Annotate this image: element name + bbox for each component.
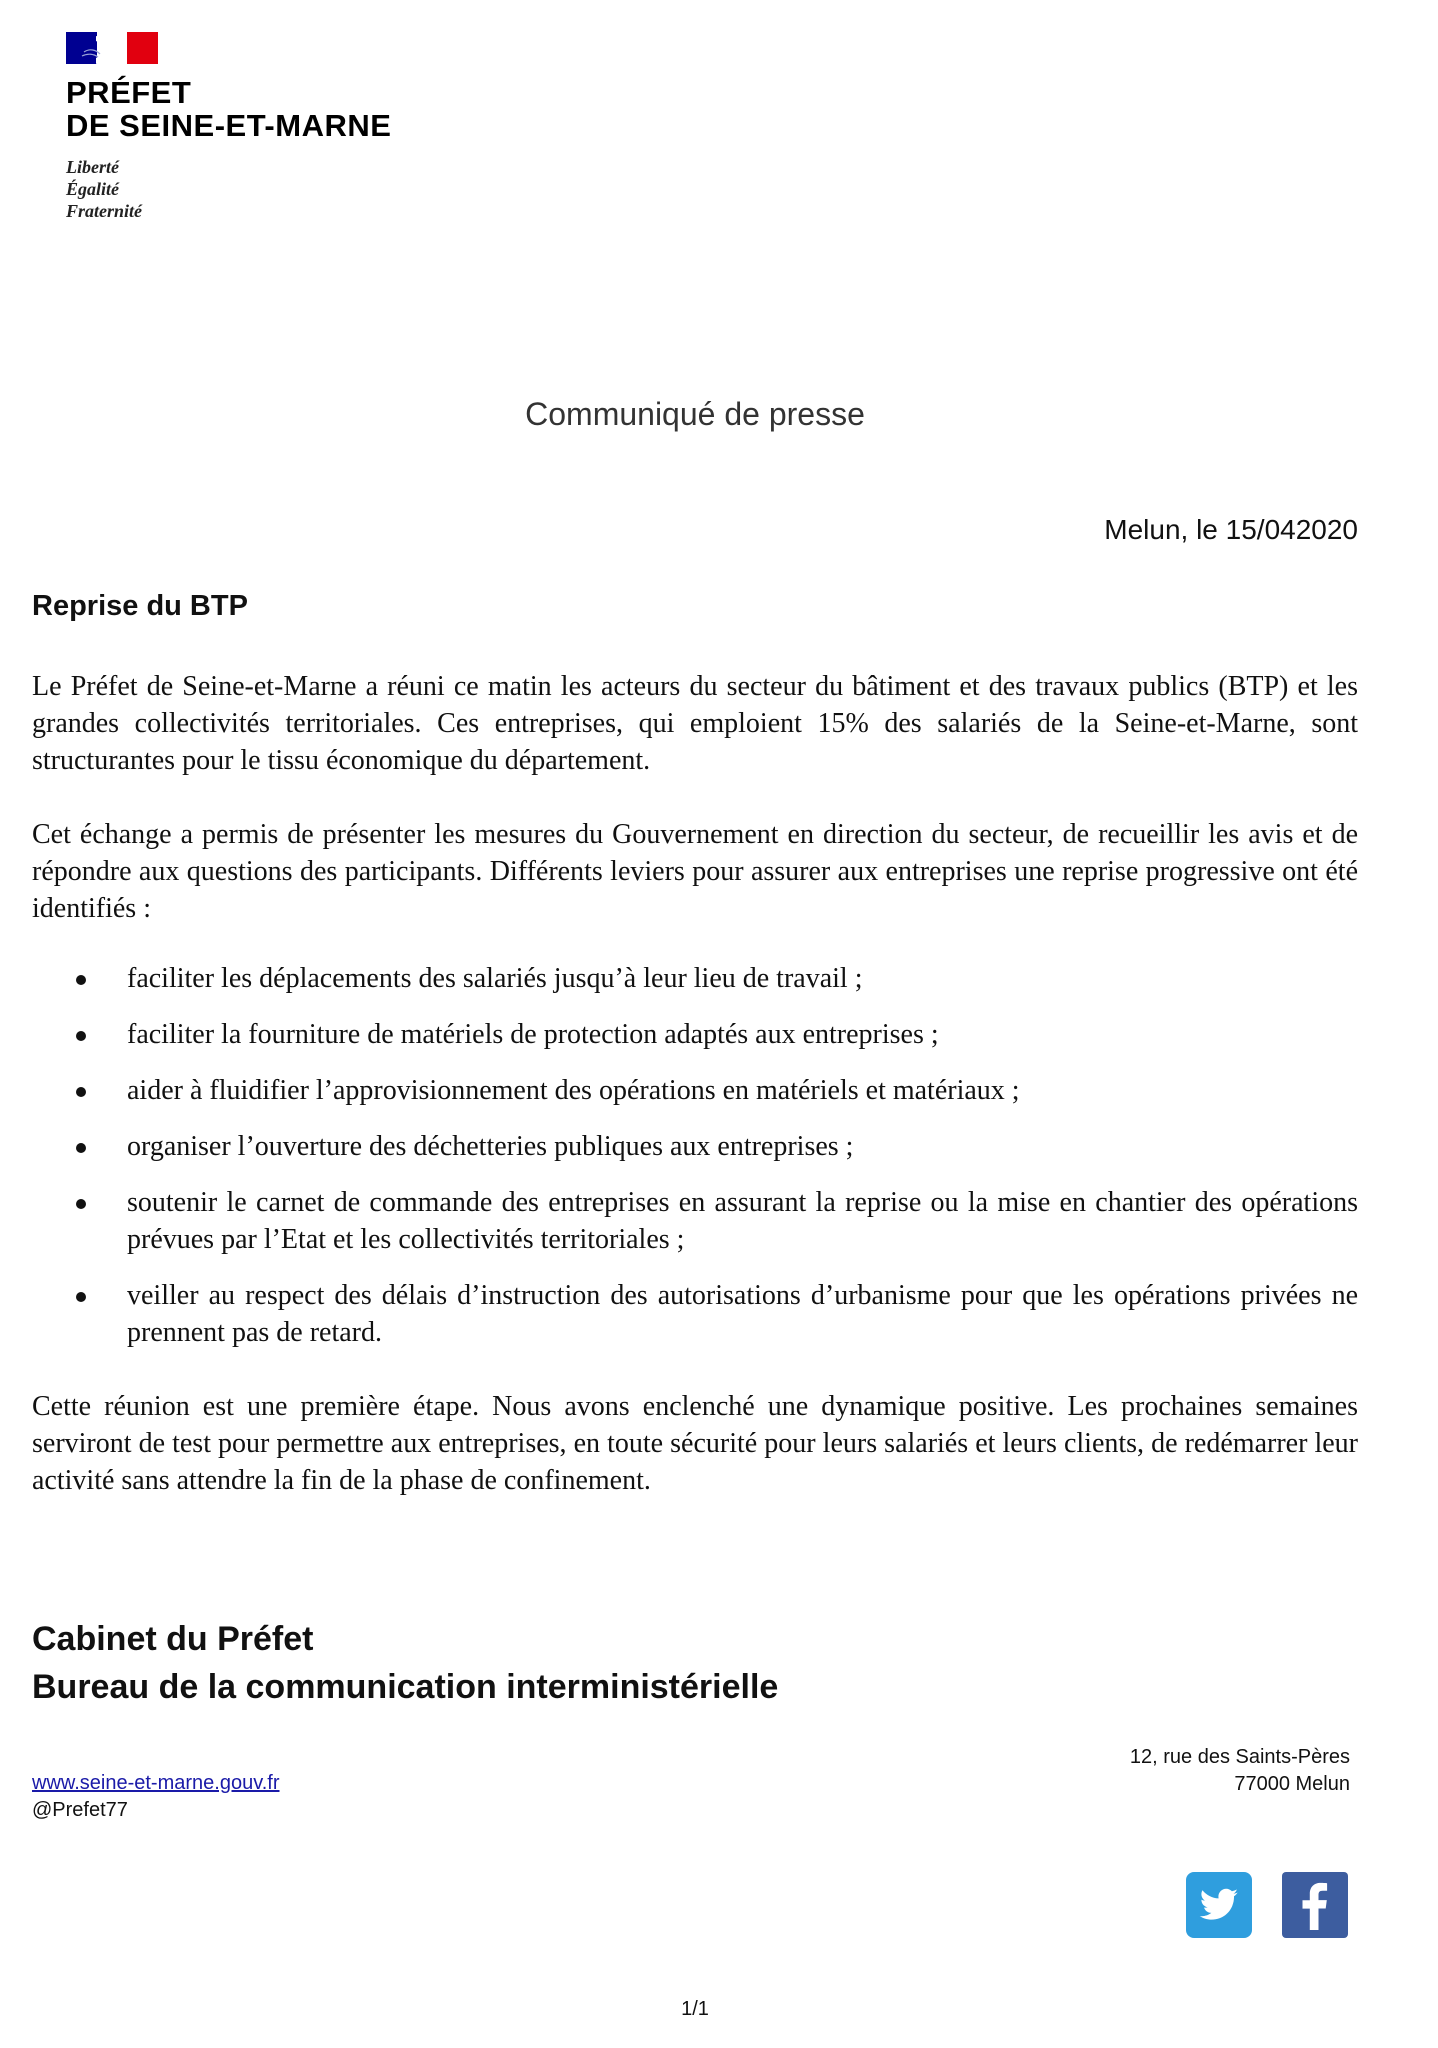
list-item	[32, 1184, 1358, 1258]
list-item	[32, 1072, 1358, 1109]
facebook-icon[interactable]	[1282, 1872, 1348, 1938]
list-item-text: veiller au respect des délais d’instruction des autorisations d’urbanisme pour que les opérations privées ne prennent pas de retard.	[127, 1280, 1358, 1348]
address-street: 12, rue des Saints-Pères	[1129, 1746, 1350, 1768]
list-item	[32, 960, 1358, 997]
list-item-text: organiser l’ouverture des déchetteries publiques aux entreprises ;	[127, 1131, 854, 1162]
bullet-icon	[76, 1031, 86, 1041]
prefecture-name	[66, 76, 391, 142]
twitter-icon[interactable]	[1186, 1872, 1252, 1938]
paragraph-conclusion: Cette réunion est une première étape. Nous avons enclenché une dynamique positive. Les prochaines semaines serviront de test pour permettre aux entreprises, en toute sécurité pour leurs salariés et leurs clients, de redémarrer leur activité sans attendre la fin de la phase de confinement.	[32, 1391, 1358, 1496]
marianne-flag-icon	[66, 32, 158, 64]
devise-fraternite: Fraternité	[66, 201, 143, 221]
address-city: 77000 Melun	[1234, 1773, 1350, 1795]
levers-list	[32, 960, 1358, 1370]
bullet-icon	[76, 1292, 86, 1302]
signature-cabinet: Cabinet du Préfet	[32, 1620, 314, 1658]
devise	[66, 156, 391, 222]
bullet-icon	[76, 1199, 86, 1209]
prefet-line-1: PRÉFET	[66, 75, 192, 110]
bullet-icon	[76, 975, 86, 985]
prefet-line-2: DE SEINE-ET-MARNE	[66, 108, 392, 143]
list-item-text: faciliter les déplacements des salariés jusqu’à leur lieu de travail ;	[127, 963, 863, 994]
postal-address	[1130, 1744, 1350, 1798]
list-item	[32, 1277, 1358, 1351]
document-type: Communiqué de presse	[525, 396, 865, 432]
list-item-text: aider à fluidifier l’approvisionnement des opérations en matériels et matériaux ;	[127, 1075, 1020, 1106]
list-item	[32, 1128, 1358, 1165]
page-title: Reprise du BTP	[32, 590, 248, 622]
date-line: Melun, le 15/042020	[1104, 514, 1358, 545]
devise-liberte: Liberté	[66, 157, 119, 177]
list-item	[32, 1016, 1358, 1053]
website-link[interactable]: www.seine-et-marne.gouv.fr	[32, 1772, 280, 1794]
signature-block	[32, 1615, 778, 1711]
paragraph-intro: Le Préfet de Seine-et-Marne a réuni ce matin les acteurs du secteur du bâtiment et des travaux publics (BTP) et les grandes collectivités territoriales. Ces entreprises, qui emploient 15% des salariés de la Seine-et-Marne, sont structurantes pour le tissu économique du département.	[32, 671, 1358, 776]
list-item-text: soutenir le carnet de commande des entreprises en assurant la reprise ou la mise en chantier des opérations prévues par l’Etat et les collectivités territoriales ;	[127, 1187, 1358, 1255]
list-item-text: faciliter la fourniture de matériels de protection adaptés aux entreprises ;	[127, 1019, 939, 1050]
twitter-handle: @Prefet77	[32, 1799, 128, 1821]
page-number: 1/1	[681, 1998, 709, 2020]
paragraph-exchange: Cet échange a permis de présenter les mesures du Gouvernement en direction du secteur, de recueillir les avis et de répondre aux questions des participants. Différents leviers pour assurer aux entreprises une reprise progressive ont été identifiés :	[32, 819, 1358, 924]
bullet-icon	[76, 1087, 86, 1097]
contact-links	[32, 1770, 280, 1824]
prefecture-logo	[66, 32, 391, 222]
bullet-icon	[76, 1143, 86, 1153]
signature-bureau: Bureau de la communication interministérielle	[32, 1668, 779, 1706]
devise-egalite: Égalité	[66, 179, 119, 199]
